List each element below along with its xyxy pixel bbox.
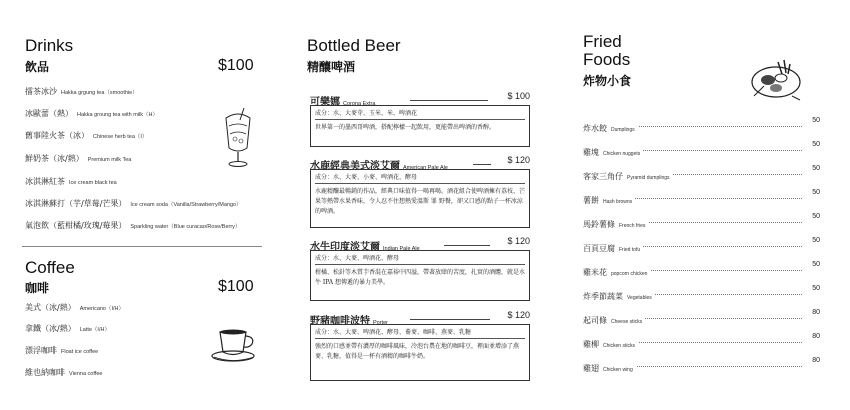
- drink-item-zh: 氣泡飲（藍柑橘/玫瑰/莓果）: [25, 221, 127, 230]
- drink-item: [25, 130, 147, 141]
- coffee-item: [25, 323, 110, 334]
- drink-item-zh: 擂茶冰沙: [25, 87, 57, 96]
- fried-item: [583, 116, 820, 133]
- fried-item-en: Dumplings: [611, 127, 635, 133]
- coffee-title-zh: 咖啡: [25, 281, 50, 295]
- fried-item-price: 50: [812, 213, 820, 220]
- coffee-item-en: Latte（I/H）: [79, 327, 110, 333]
- fried-item-zh: 雞米花: [583, 268, 607, 277]
- fried-item-en: Chicken nuggets: [603, 151, 641, 157]
- fried-item-en: Chicken wing: [603, 367, 633, 373]
- beer-ingredients: 成分：水、大麥、啤酒花、酵母、蕎麥、咖啡、燕麥、乳糖: [315, 327, 525, 339]
- fried-item: [583, 212, 820, 229]
- leader-line: [473, 164, 491, 165]
- beer-price: $ 120: [507, 155, 530, 165]
- fried-item-zh: 雞柳: [583, 340, 599, 349]
- coffee-title-en: Coffee: [25, 258, 75, 277]
- fried-item-price: 50: [812, 117, 820, 124]
- fried-item: [583, 164, 820, 181]
- beer-ingredients: 成分：水、大麥芽、玉米、米、啤酒花: [315, 108, 525, 120]
- coffee-item-en: Vienna coffee: [69, 371, 103, 377]
- coffee-item: [25, 367, 102, 378]
- parfait-glass-icon: [218, 108, 258, 170]
- fried-item-en: Chicken sticks: [603, 343, 635, 349]
- drinks-title-zh: 飲品: [25, 60, 50, 74]
- drink-item-zh: 舊事陸火茶（冰）: [25, 131, 89, 140]
- beer-description-box: [310, 105, 530, 147]
- fried-item: [583, 356, 820, 373]
- fried-item-zh: 百頁豆腐: [583, 244, 615, 253]
- fried-item-zh: 起司條: [583, 316, 607, 325]
- fried-food-plate-icon: [748, 56, 804, 102]
- fried-item-price: 80: [812, 309, 820, 316]
- fried-item-zh: 薯餅: [583, 196, 599, 205]
- drink-item-zh: 冰淇淋蘇打（芋/草莓/芒果）: [25, 199, 127, 208]
- beer-description: 水鹿精釀最暢銷的作品，經典口味值得一喝再喝。酒花組合使啤酒擁有荔枝、芒果等熱帶水果香味，令人忍不住想熱愛溫斯 罪 野餐，卻又口感的點子一杯冰涼的啤酒。: [315, 188, 526, 215]
- fried-item-price: 50: [812, 237, 820, 244]
- beer-name-en: American Pale Ale: [403, 165, 448, 171]
- fried-item-en: Fried tofu: [619, 247, 641, 253]
- beer-item-header: [310, 90, 530, 108]
- beer-name: 可樂娜: [310, 97, 340, 108]
- fried-item: [583, 260, 820, 277]
- beer-description-box: [310, 250, 530, 301]
- drink-item-zh: 冰歐蕾（熱）: [25, 109, 73, 118]
- beer-item-header: [310, 235, 530, 253]
- coffee-item: [25, 345, 98, 356]
- beer-name-en: Indian Pale Ale: [383, 246, 420, 252]
- fried-item: [583, 188, 820, 205]
- drink-item-en: Premium milk Tea: [87, 157, 132, 163]
- fried-item-zh: 雞翅: [583, 364, 599, 373]
- leader-line: [444, 245, 490, 246]
- fried-item-price: 50: [812, 165, 820, 172]
- fried-title-en-line2: Foods: [583, 50, 631, 69]
- beer-title-zh: 精釀啤酒: [307, 60, 356, 74]
- drink-item: [25, 108, 158, 119]
- coffee-item-zh: 維也納咖啡: [25, 368, 65, 377]
- drink-item-en: Chinese herb tea（I）: [93, 134, 148, 140]
- fried-item-zh: 客家三角仔: [583, 172, 623, 181]
- fried-item-price: 50: [812, 261, 820, 268]
- beer-name: 水鹿經典美式淡艾爾: [310, 161, 400, 172]
- beer-price: $ 120: [507, 310, 530, 320]
- drink-item-en: Ice cream black tea: [69, 180, 117, 186]
- fried-item-price: 50: [812, 141, 820, 148]
- section-divider: [22, 246, 262, 247]
- drink-item: [25, 176, 117, 187]
- beer-description: 柑橘、松針等木質芋香混在嘉裕中四溢，帶著放肆的苦度，扎實的酒體，就是水牛 IPA 想傳遞的暴力美學。: [315, 269, 526, 286]
- beer-description: 世界第一的墨西哥啤酒，搭配檸檬一起飲用，更能帶出啤酒的香醇。: [315, 124, 496, 131]
- beer-description-box: [310, 169, 530, 228]
- fried-item-price: 80: [812, 333, 820, 340]
- fried-item-zh: 雞塊: [583, 148, 599, 157]
- drinks-price: $100: [218, 57, 254, 74]
- fried-item-en: French fries: [619, 223, 646, 229]
- beer-price: $ 120: [507, 236, 530, 246]
- fried-item-en: Cheese sticks: [611, 319, 643, 325]
- beer-item-header: [310, 154, 530, 172]
- beer-price: $ 100: [507, 91, 530, 101]
- beer-title-en: Bottled Beer: [307, 36, 401, 55]
- fried-item: [583, 236, 820, 253]
- beer-item-header: [310, 309, 530, 327]
- fried-item-zh: 炸季節蔬菜: [583, 292, 623, 301]
- drink-item: [25, 220, 240, 231]
- fried-item-price: 80: [812, 357, 820, 364]
- fried-item: [583, 140, 820, 157]
- coffee-item-en: Americano（I/H）: [79, 306, 125, 312]
- fried-item-price: 50: [812, 189, 820, 196]
- coffee-item: [25, 302, 124, 313]
- beer-description: 強烈的口感並帶有濃厚的咖啡風味，冷泡台農在地的咖啡豆，裡面並增添了燕麥、乳糖，值得是一杯有酒精的咖啡牛奶。: [315, 343, 520, 360]
- leader-line: [410, 100, 488, 101]
- drink-item-en: Sparkling water（Blue curacao/Rose/Berry）: [130, 224, 241, 230]
- fried-item-en: popcorn chicken: [611, 271, 648, 277]
- beer-description-box: [310, 324, 530, 381]
- fried-item-zh: 馬鈴薯條: [583, 220, 615, 229]
- fried-item: [583, 284, 820, 301]
- fried-item-zh: 炸水餃: [583, 124, 607, 133]
- drink-item: [25, 86, 138, 97]
- drink-item-en: Ice cream soda（Vanilla/Strawberry/Mango）: [130, 202, 242, 208]
- drink-item-en: Hakka grgung tea（smoothie）: [61, 90, 138, 96]
- coffee-item-en: Float ice coffee: [61, 349, 99, 355]
- beer-name-en: Porter: [373, 320, 388, 326]
- fried-item: [583, 332, 820, 349]
- drink-item: [25, 153, 131, 164]
- coffee-item-zh: 漂浮咖啡: [25, 346, 57, 355]
- beer-name: 野豬咖啡波特: [310, 316, 370, 327]
- fried-item: [583, 308, 820, 325]
- beer-name: 水牛印度淡艾爾: [310, 242, 380, 253]
- drink-item-zh: 鮮奶茶（冰/熱）: [25, 154, 84, 163]
- beer-name-en: Corona Extra: [343, 101, 376, 107]
- drinks-title-en: Drinks: [25, 36, 74, 55]
- beer-ingredients: 成分：水、大麥、啤酒花、酵母: [315, 253, 525, 265]
- fried-title-en-line1: Fried: [583, 32, 622, 51]
- drink-item: [25, 198, 242, 209]
- fried-item-en: Hash browns: [603, 199, 633, 205]
- drink-item-en: Hakka groung tea with milk（H）: [77, 112, 159, 118]
- leader-line: [410, 319, 490, 320]
- drink-item-zh: 冰淇淋紅茶: [25, 177, 65, 186]
- beer-ingredients: 成分：水、大麥、小麥、啤酒花、酵母: [315, 172, 525, 184]
- coffee-item-zh: 拿鐵（冰/熱）: [25, 324, 76, 333]
- fried-title-zh: 炸物小食: [583, 74, 632, 88]
- fried-item-en: Pyramid dumplings: [627, 175, 670, 181]
- coffee-item-zh: 美式（冰/熱）: [25, 303, 76, 312]
- coffee-price: $100: [218, 278, 254, 295]
- fried-item-price: 50: [812, 285, 820, 292]
- fried-item-en: Vegetables: [627, 295, 652, 301]
- coffee-cup-icon: [210, 326, 260, 364]
